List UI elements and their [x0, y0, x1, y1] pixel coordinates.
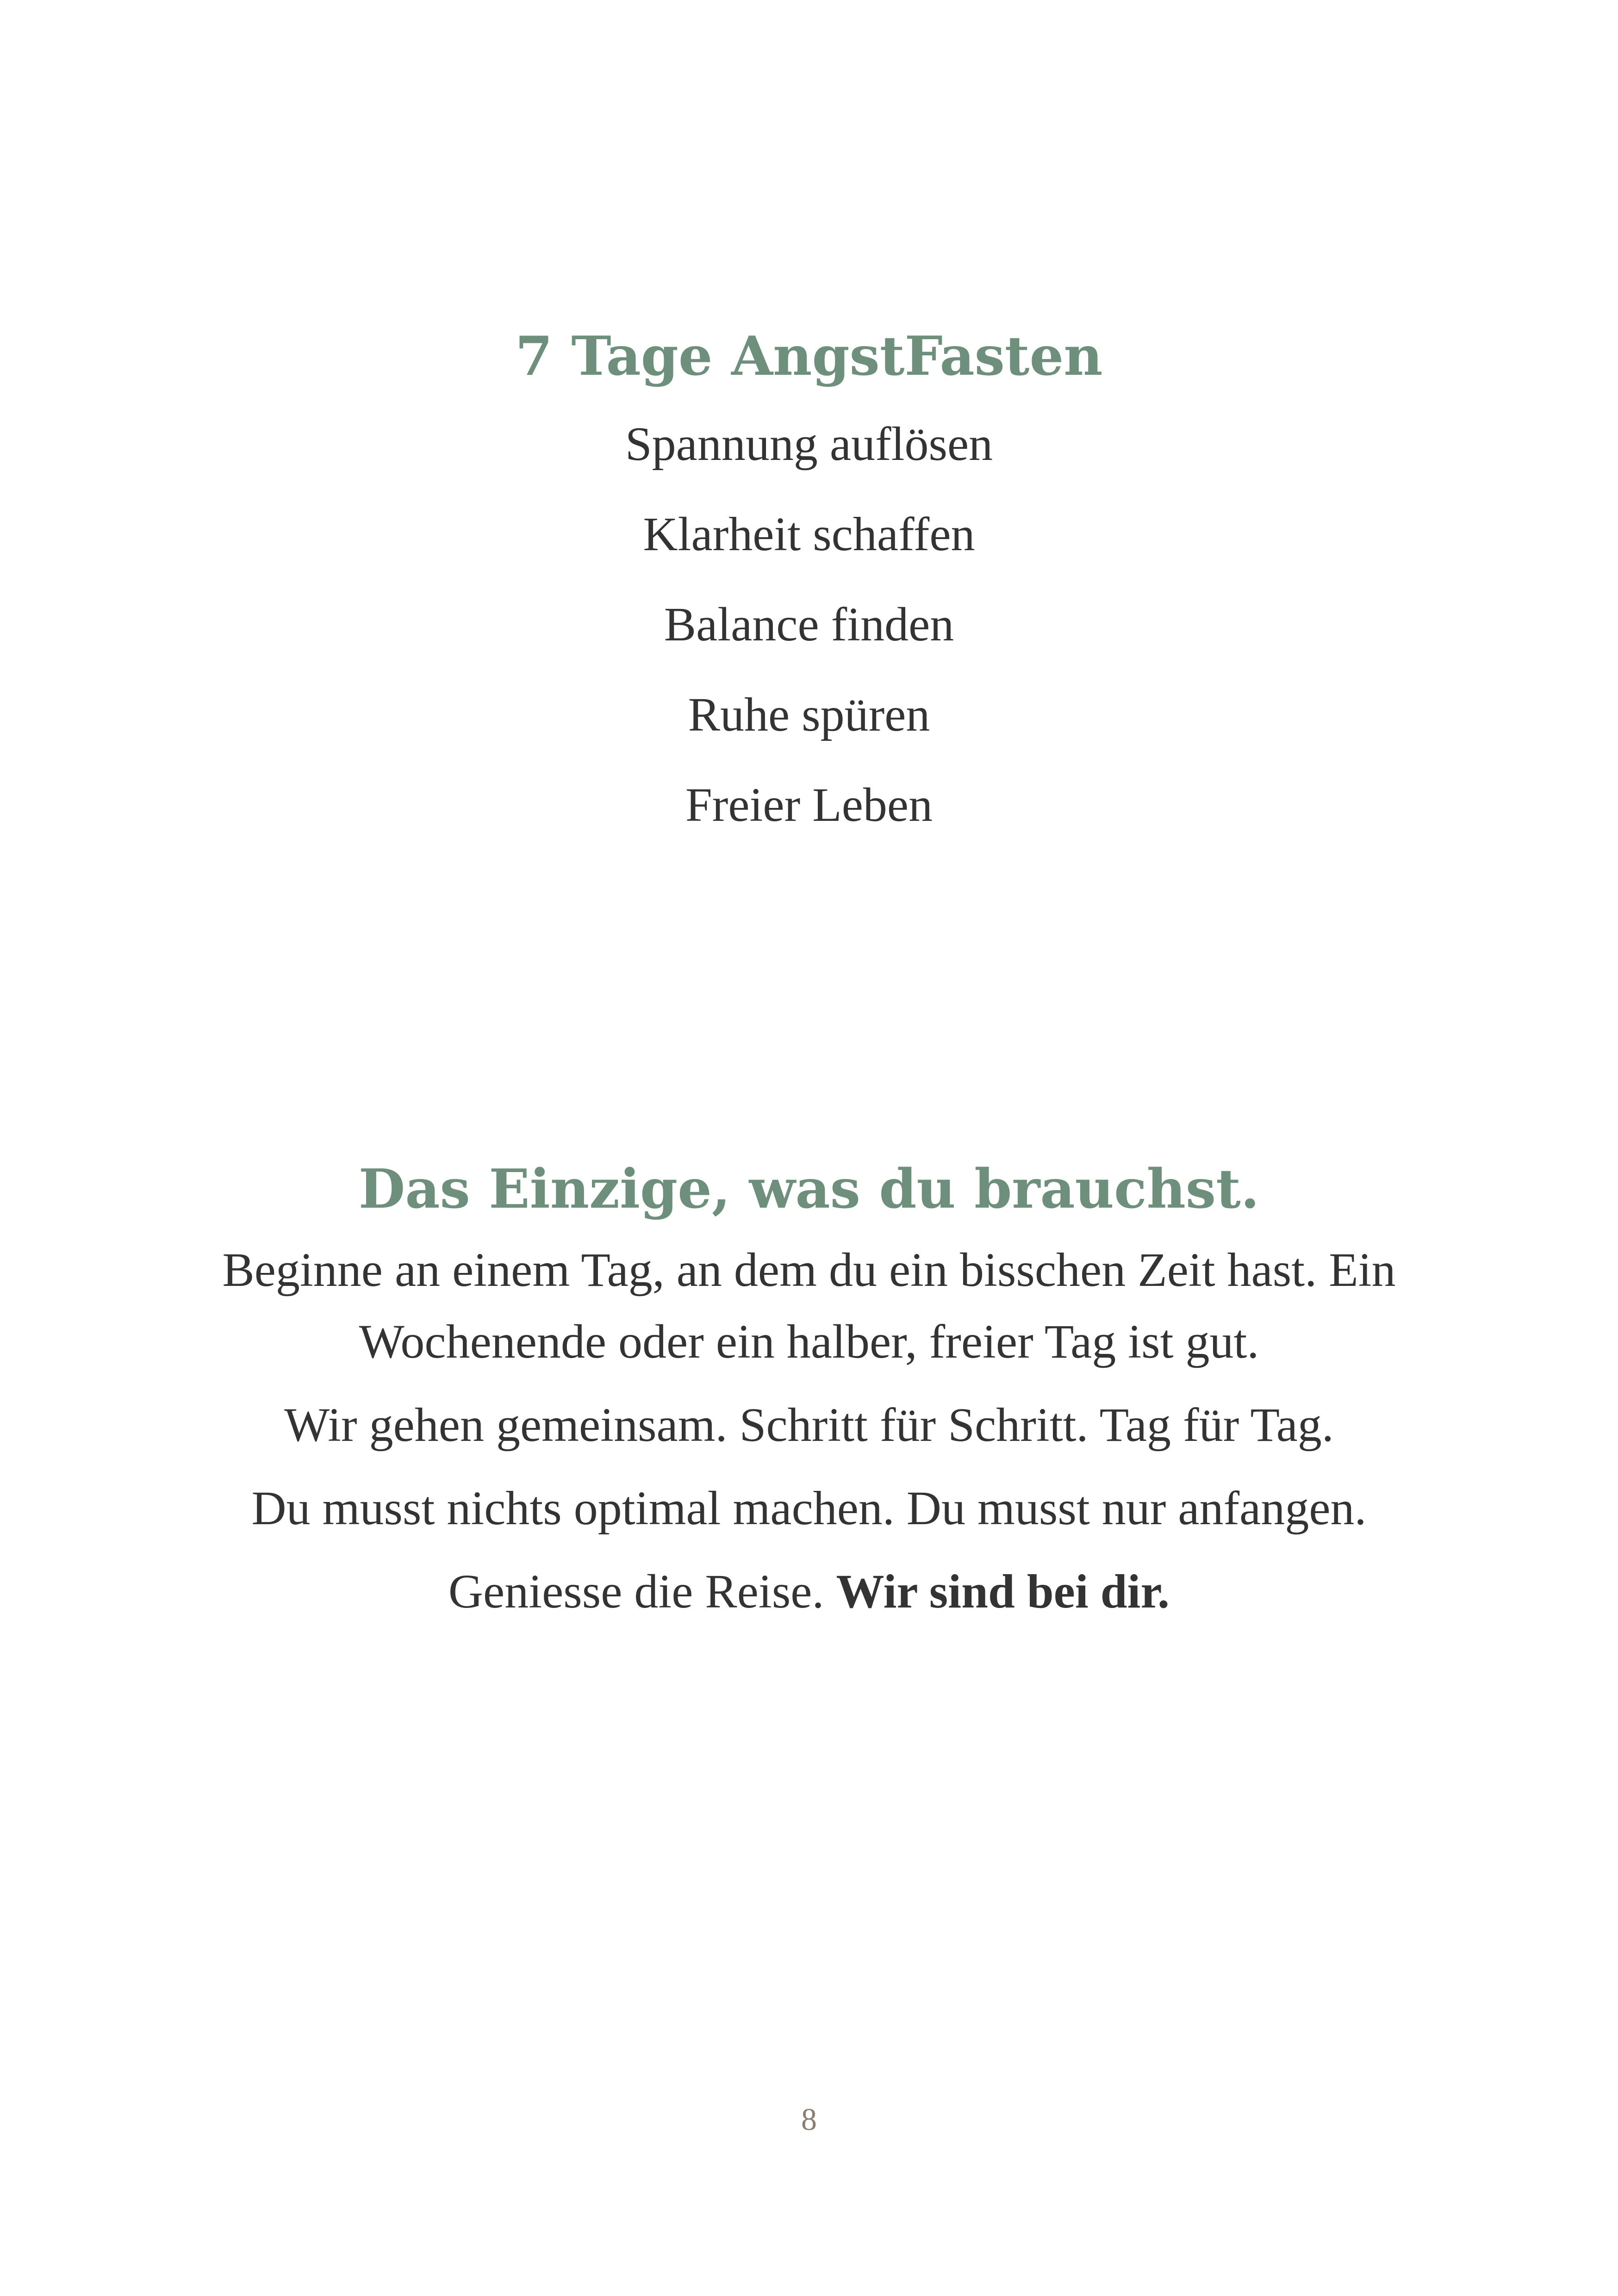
- page-number: 8: [801, 2102, 817, 2137]
- benefit-line-2: Klarheit schaffen: [643, 508, 975, 561]
- closing-emphasis: Wir sind bei dir.: [836, 1565, 1170, 1618]
- benefit-line-1: Spannung auflösen: [625, 417, 993, 471]
- start-paragraph: Du musst nichts optimal machen. Du musst nur anfangen.: [251, 1482, 1367, 1535]
- intro-paragraph-line-1: Beginne an einem Tag, an dem du ein bisschen Zeit hast. Ein: [222, 1243, 1396, 1297]
- benefit-line-5: Freier Leben: [685, 778, 933, 832]
- section-title-angstfasten: 7 Tage AngstFasten: [515, 325, 1103, 388]
- closing-paragraph: [0, 1562, 1618, 1622]
- intro-paragraph-line-2: Wochenende oder ein halber, freier Tag ist gut.: [359, 1315, 1259, 1368]
- benefit-line-4: Ruhe spüren: [688, 688, 930, 741]
- together-paragraph: Wir gehen gemeinsam. Schritt für Schritt. Tag für Tag.: [284, 1398, 1334, 1452]
- benefit-line-3: Balance finden: [664, 598, 954, 651]
- section-title-einzige: Das Einzige, was du brauchst.: [358, 1158, 1260, 1221]
- closing-text: Geniesse die Reise.: [448, 1565, 836, 1618]
